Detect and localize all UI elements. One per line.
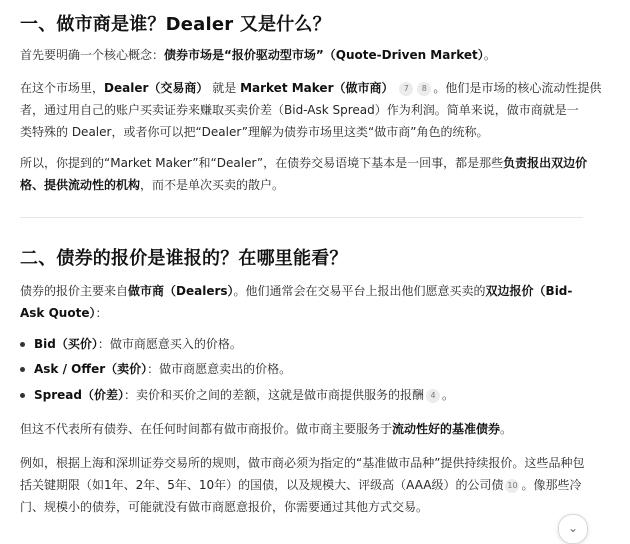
text-span: 。	[483, 48, 496, 62]
paragraph-line	[20, 302, 595, 324]
bold-text: Spread（价差）	[34, 388, 124, 402]
text-span: ：	[95, 306, 108, 320]
text-span: ：做市商愿意买入的价格。	[97, 337, 242, 351]
paragraph-quote-source	[20, 280, 595, 324]
text-span: 但这不代表所有债券、在任何时间都有做市商报价。做市商主要服务于	[20, 422, 393, 436]
bold-text: 做市商（Dealers）	[128, 284, 234, 298]
bold-text: Ask Quote）	[20, 306, 96, 320]
chevron-down-icon: ⌄	[567, 521, 579, 535]
text-span: 债券的报价主要来自	[20, 284, 129, 298]
text-span: 。像那些冷	[521, 478, 582, 492]
text-span: ，而不是单次买卖的散户。	[140, 178, 285, 192]
section-heading-2: 二、债券的报价是谁报的？在哪里能看？	[20, 248, 348, 269]
text-span: 括关键期限（如1年、2年、5年、10年）的国债，以及规模大、评级高（AAA级）的公司债	[20, 478, 504, 492]
bold-text: 流动性好的基准债券	[392, 422, 501, 436]
paragraph-line	[20, 174, 595, 196]
bold-text: Ask / Offer（卖价）	[34, 362, 148, 376]
paragraph-example	[20, 452, 595, 518]
text-span: 首先要明确一个核心概念：	[20, 48, 165, 62]
section-divider	[20, 217, 583, 218]
section-heading-1: 一、做市商是谁？Dealer 又是什么？	[20, 14, 331, 35]
bullet-dot	[20, 367, 25, 372]
bold-text: 负责报出双边价	[503, 156, 588, 170]
paragraph-line: 类特殊的 Dealer，或者你可以把“Dealer”理解为债券市场里这类“做市商”角色的统称。	[20, 125, 489, 139]
citation-badge[interactable]: 7	[399, 82, 413, 96]
list-item-spread	[34, 386, 594, 404]
paragraph-line	[20, 474, 595, 496]
bullet-dot	[20, 342, 25, 347]
bold-text: 格、提供流动性的机构	[20, 178, 141, 192]
bold-text: Bid（买价）	[34, 337, 98, 351]
paragraph-line	[20, 152, 595, 174]
list-item-bid	[34, 335, 594, 353]
citation-badge[interactable]: 10	[505, 479, 519, 493]
bold-text: 债券市场是“报价驱动型市场”（Quote-Driven Market）	[164, 48, 484, 62]
paragraph-benchmark	[20, 418, 595, 440]
text-span: 所以，你提到的“Market Maker”和“Dealer”，在债券交易语境下基本是一回事，都是那些	[20, 156, 504, 170]
text-span: ：做市商愿意卖出的价格。	[147, 362, 292, 376]
list-item-ask	[34, 360, 594, 378]
paragraph-line: 门、规模小的债券，可能就没有做市商愿意报价，你需要通过其他方式交易。	[20, 500, 429, 514]
paragraph-line: 例如，根据上海和深圳证券交易所的规则，做市商必须为指定的“基准做市品种”提供持续报价。这些品种包	[20, 456, 585, 470]
bold-text: 双边报价（Bid-	[485, 284, 573, 298]
paragraph-dealer-definition	[20, 77, 602, 143]
paragraph-line	[20, 77, 602, 99]
citation-badge[interactable]: 4	[426, 389, 440, 403]
bold-text: Dealer（交易商）	[104, 81, 209, 95]
paragraph-line	[20, 280, 595, 302]
text-span: 。	[442, 388, 455, 402]
bold-text: Market Maker（做市商）	[240, 81, 394, 95]
text-span: 。他们是市场的核心流动性提供	[433, 81, 602, 95]
text-span: 在这个市场里，	[20, 81, 105, 95]
scroll-down-button[interactable]	[558, 514, 588, 544]
text-span: 。	[500, 422, 513, 436]
text-span: ：卖价和买价之间的差额，这就是做市商提供服务的报酬	[123, 388, 424, 402]
citation-badge[interactable]: 8	[417, 82, 431, 96]
bullet-dot	[20, 393, 25, 398]
paragraph-core-concept	[20, 44, 595, 66]
text-span: 就是	[212, 81, 237, 95]
paragraph-conclusion	[20, 152, 595, 196]
paragraph-line: 者，通过用自己的账户买卖证券来赚取买卖价差（Bid-Ask Spread）作为利润。简单来说，做市商就是一	[20, 103, 579, 117]
text-span: 。他们通常会在交易平台上报出他们愿意买卖的	[233, 284, 486, 298]
